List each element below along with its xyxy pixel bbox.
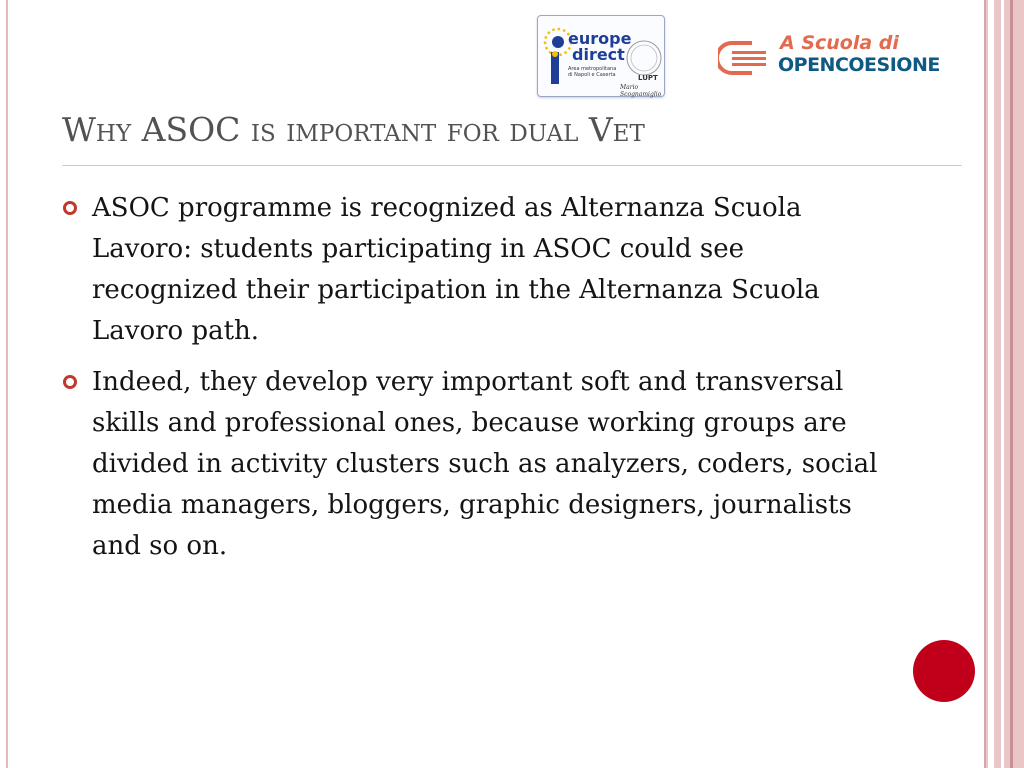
opencoesione-logo (718, 32, 940, 81)
right-frame-gap (988, 0, 994, 768)
opencoesione-line2: OPENCOESIONE (778, 54, 940, 76)
right-frame-gap-2 (1001, 0, 1004, 768)
signature-text: Mario Scognamiglio (620, 84, 662, 98)
opencoesione-line1: A Scuola di (780, 32, 899, 54)
bullet-item (62, 188, 892, 352)
bullet-item (62, 362, 892, 567)
title-divider (62, 165, 962, 166)
decorative-red-dot (913, 640, 975, 702)
lupt-label: LUPT (638, 74, 658, 82)
bullet-ring-icon (62, 200, 78, 216)
bullet-text: ASOC programme is recognized as Alternanza Scuola Lavoro: students participating in ASOC could see recognized their participation in the Alternanza Scuola Lavoro path. (92, 193, 820, 346)
bullet-list (62, 188, 892, 577)
europe-direct-line1: europe (568, 29, 632, 48)
europe-direct-line2: direct (572, 45, 625, 64)
europe-direct-subtitle: Area metropolitana di Napoli e Caserta (568, 66, 617, 78)
right-frame-line (984, 0, 986, 768)
left-frame-line (6, 0, 8, 768)
slide-title: Why ASOC is important for dual Vet (62, 110, 645, 149)
europe-direct-logo (537, 15, 665, 97)
right-frame-dark-line (1010, 0, 1013, 768)
bullet-ring-icon (62, 374, 78, 390)
opencoesione-emblem-icon (718, 39, 776, 79)
bullet-text: Indeed, they develop very important soft and transversal skills and professional ones, because working groups are divided in activity clusters such as analyzers, coders, social media managers, bloggers, graphic designers, journalists and so on. (92, 367, 878, 561)
